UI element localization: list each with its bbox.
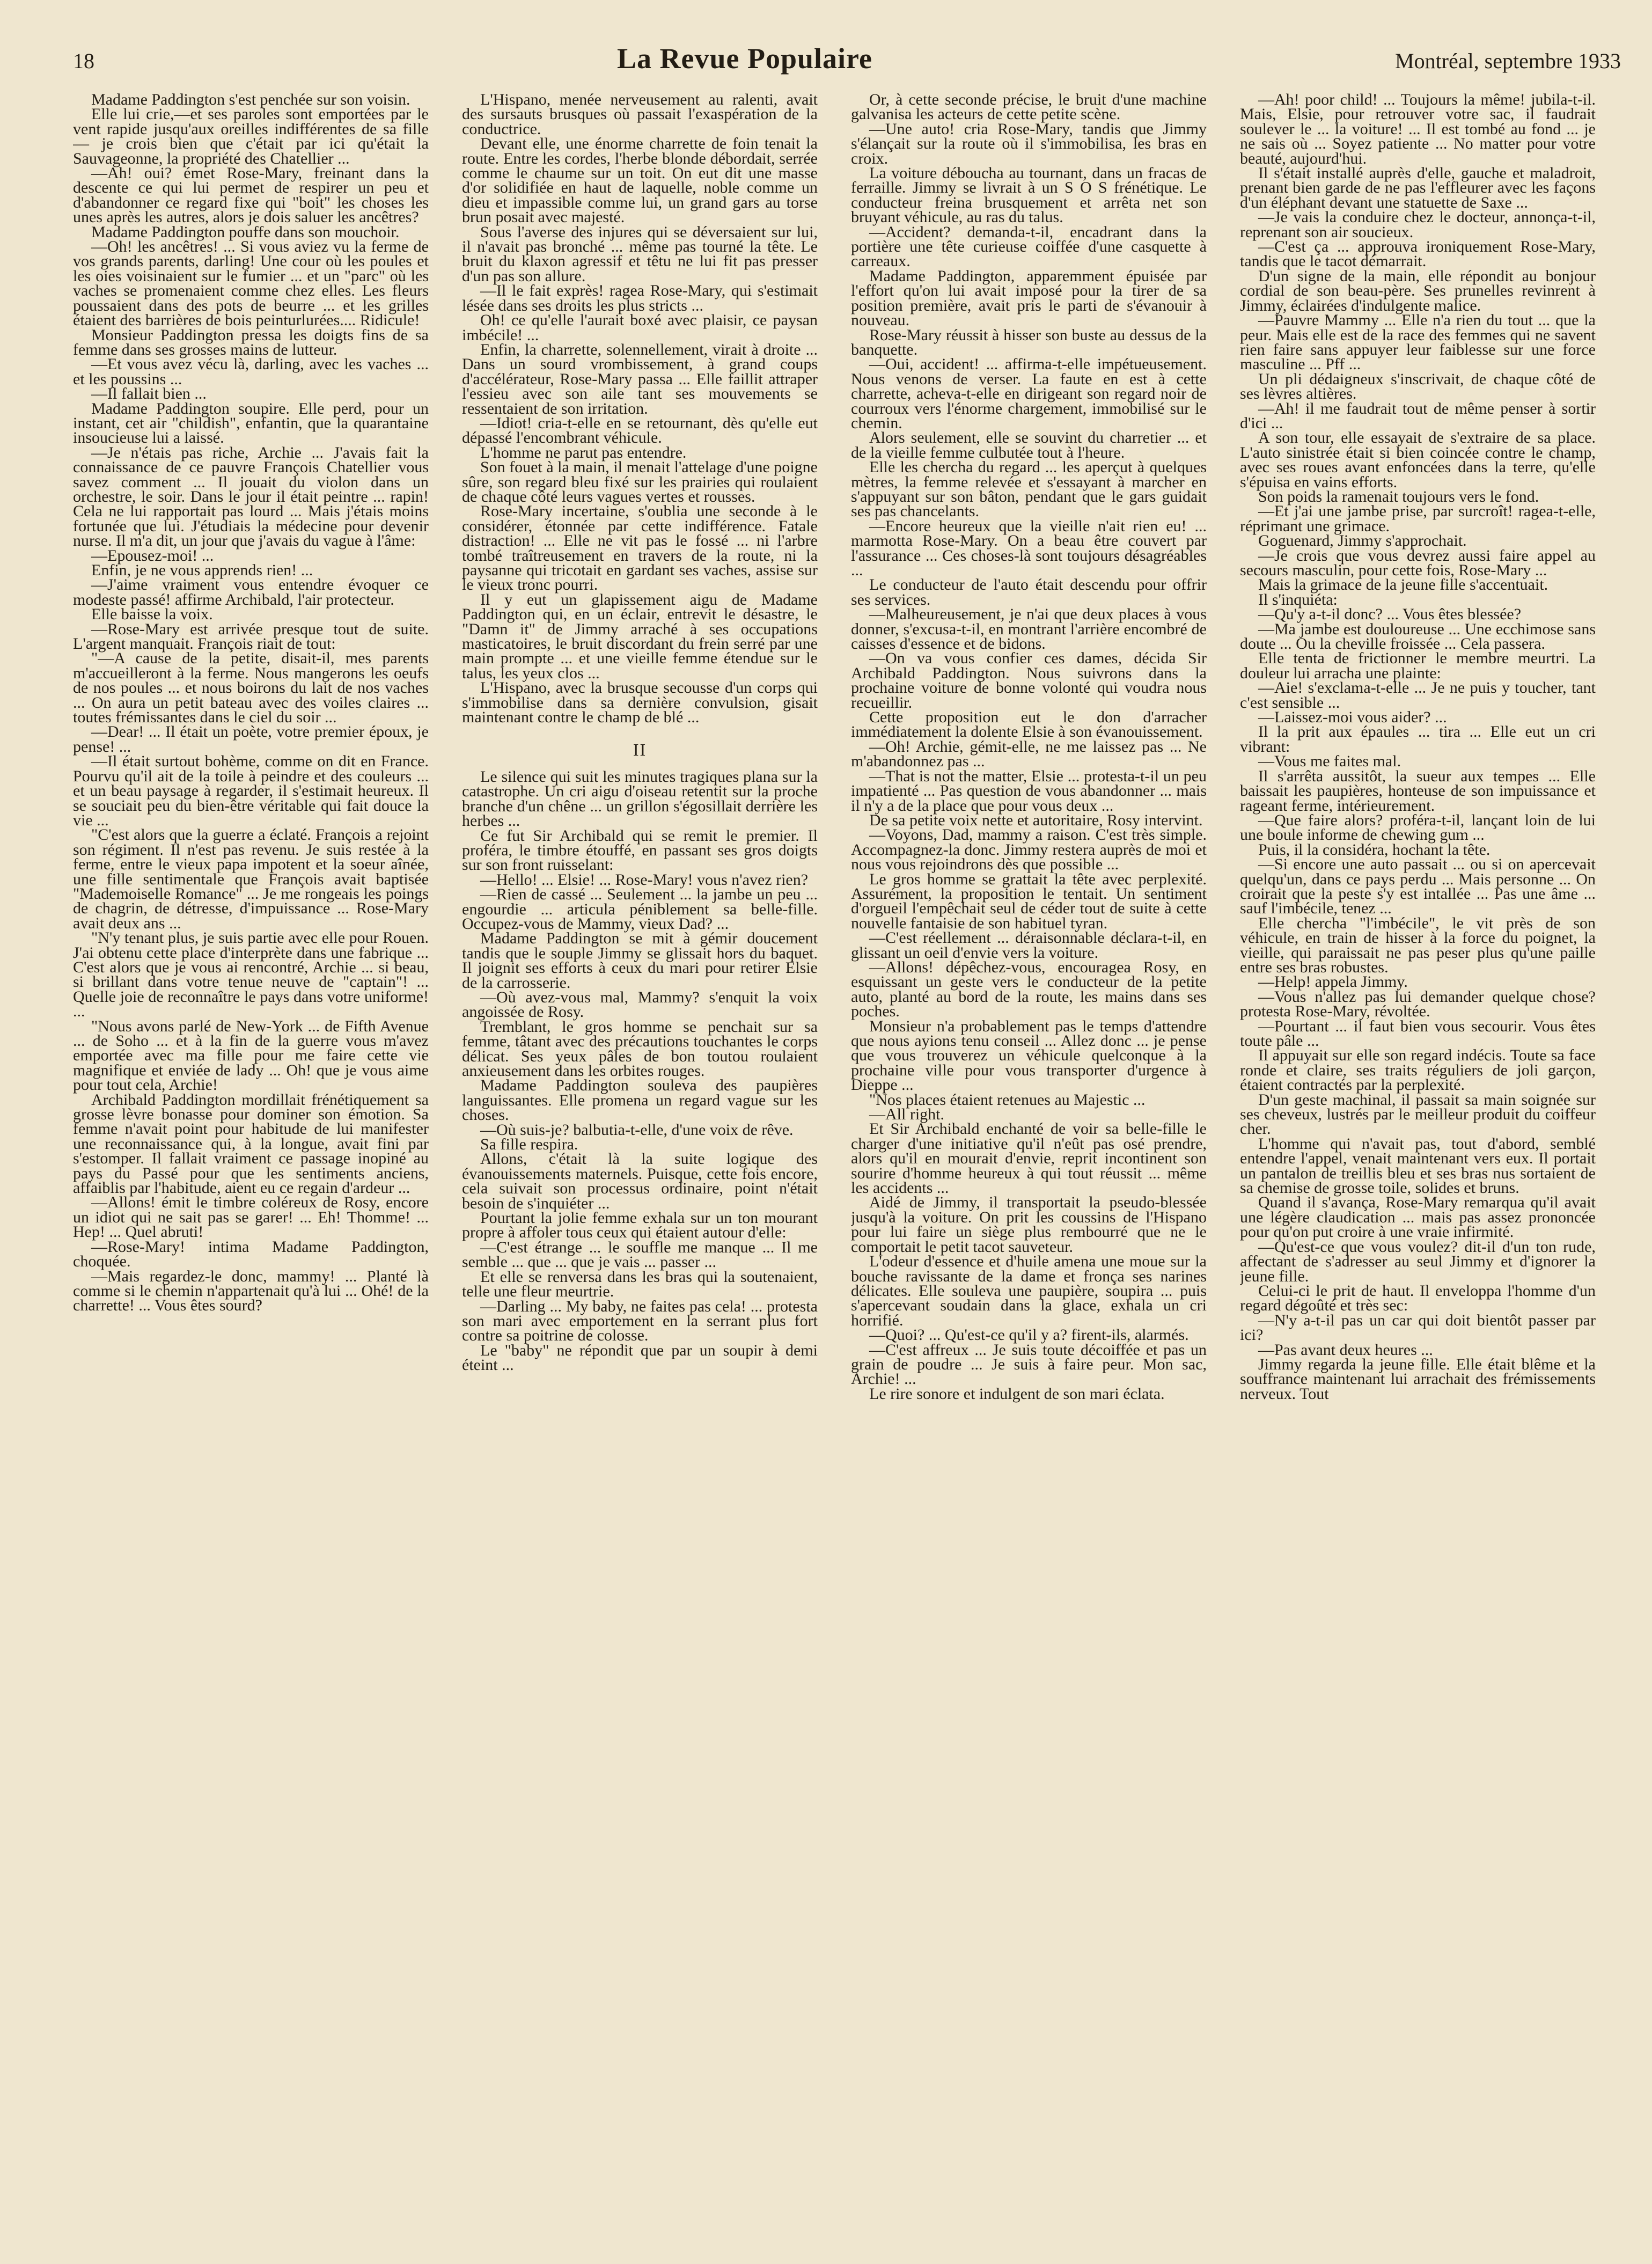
paragraph: Elle baisse la voix. [91,605,213,624]
paragraph: Goguenard, Jimmy s'approchait. [1258,532,1467,550]
paragraph: —Je crois que vous devrez aussi faire appel au secours masculin, pour cette fois, Rose-Mary ... [1240,546,1596,579]
paragraph: —Hello! ... Elsie! ... Rose-Mary! vous n'avez rien? [480,870,809,889]
paragraph: —Que faire alors? proféra-t-il, lançant loin de lui une boule informe de chewing gum ... [1240,811,1596,844]
paragraph: —Voyons, Dad, mammy a raison. C'est très simple. Accompagnez-la donc. Jimmy restera auprès de moi et nous vous rejoindrons dès que possible ... [851,826,1207,874]
paragraph: Puis, il la considéra, hochant la tête. [1258,840,1491,859]
paragraph: Il s'inquiéta: [1258,590,1338,609]
paragraph: —Et vous avez vécu là, darling, avec les vaches ... et les poussins ... [73,355,429,388]
paragraph: —Aie! s'exclama-t-elle ... Je ne puis y toucher, tant c'est sensible ... [1240,679,1596,712]
paragraph: L'homme qui n'avait pas, tout d'abord, semblé entendre l'appel, venait maintenant vers eux. Il portait un pantalon de treillis bleu et ses bras nus sortaient de sa chemise de grosse toile, solides et bruns. [1240,1134,1596,1197]
paragraph: Le conducteur de l'auto était descendu pour offrir ses services. [851,576,1207,609]
paragraph: "Nos places étaient retenues au Majestic ... [869,1090,1146,1109]
paragraph: —Laissez-moi vous aider? ... [1258,708,1447,727]
paragraph: Cette proposition eut le don d'arracher immédiatement la dolente Elsie à son évanouissement. [851,708,1207,741]
paragraph: Tremblant, le gros homme se penchait sur sa femme, tâtant avec des précautions touchantes le corps délicat. Ses yeux pâles de bon toutou roulaient anxieusement dans les orbites rouges. [462,1017,818,1080]
paragraph: —Une auto! cria Rose-Mary, tandis que Jimmy s'élançait sur la route où il s'immobilisa, les bras en croix. [851,120,1207,167]
paragraph: —Pauvre Mammy ... Elle n'a rien du tout ... que la peur. Mais elle est de la race des femmes qui ne savent rien faire sans appuyer leur faiblesse sur une force masculine ... Pff ... [1240,311,1596,373]
paragraph: Il y eut un glapissement aigu de Madame Paddington qui, en un éclair, entrevit le désastre, le "Damn it" de Jimmy arraché à ses occupations masticatoires, le bruit discordant du frein serré par une main prompte ... et une vieille femme étendue sur le talus, les yeux clos ... [462,590,818,682]
paragraph: —Et j'ai une jambe prise, par surcroît! ragea-t-elle, réprimant une grimace. [1240,502,1596,535]
paragraph: —Ah! il me faudrait tout de même penser à sortir d'ici ... [1240,399,1596,432]
paragraph: Sa fille respira. [480,1135,578,1154]
paragraph: —C'est affreux ... Je suis toute décoiffée et pas un grain de poudre ... Je suis à faire peur. Mon sac, Archie! ... [851,1340,1207,1388]
paragraph: —Encore heureux que la vieille n'ait rien eu! ... marmotta Rose-Mary. On a beau être couvert par l'assurance ... Ces choses-là sont toujours désagréables ... [851,517,1207,579]
paragraph: Enfin, la charrette, solennellement, virait à droite ... Dans un sourd vrombissement, à grand coups d'accélérateur, Rose-Mary passa ... Elle faillit attraper l'essieu avec son aile tant ses mouvements se ressentaient de son irritation. [462,340,818,417]
paragraph: —Rien de cassé ... Seulement ... la jambe un peu ... engourdie ... articula péniblement sa belle-fille. Occupez-vous de Mammy, vieux Dad? ... [462,885,818,933]
paragraph: Il s'arrêta aussitôt, la sueur aux tempes ... Elle baissait les paupières, honteuse de son impuissance et rageant ferme, intérieurement. [1240,767,1596,815]
publication-title: La Revue Populaire [617,42,872,75]
paragraph: Et elle se renversa dans les bras qui la soutenaient, telle une fleur meurtrie. [462,1267,818,1301]
paragraph: Mais la grimace de la jeune fille s'accentuait. [1258,576,1548,594]
paragraph: —Oh! Archie, gémit-elle, ne me laissez pas ... Ne m'abandonnez pas ... [851,737,1207,771]
paragraph: Il s'était installé auprès d'elle, gauche et maladroit, prenant bien garde de ne pas l'effleurer avec les façons d'un éléphant devant une statuette de Saxe ... [1240,164,1596,211]
paragraph: Elle chercha "l'imbécile", le vit près de son véhicule, en train de hisser à la force du poignet, la vieille, qui paraissait ne pas peser plus qu'une paille entre ses bras robustes. [1240,914,1596,976]
paragraph: Il appuyait sur elle son regard indécis. Toute sa face ronde et claire, ses traits réguliers de joli garçon, étaient contractés par la perplexité. [1240,1046,1596,1094]
paragraph: —Ma jambe est douloureuse ... Une ecchimose sans doute ... Ou la cheville froissée ... Cela passera. [1240,620,1596,653]
paragraph: Monsieur Paddington pressa les doigts fins de sa femme dans ses grosses mains de lutteur. [73,326,429,358]
paragraph: —J'aime vraiment vous entendre évoquer ce modeste passé! affirme Archibald, l'air protecteur. [73,576,429,609]
paragraph: —Epousez-moi! ... [91,546,214,565]
paragraph: Madame Paddington s'est penchée sur son voisin. [91,92,410,108]
paragraph: Quand il s'avança, Rose-Mary remarqua qu'il avait une légère claudication ... mais pas assez prononcée pour qu'on put croire à une vraie infirmité. [1240,1193,1596,1241]
column-1 [73,92,429,2217]
column-3 [851,92,1207,2217]
column-2 [462,92,818,2217]
paragraph: Et Sir Archibald enchanté de voir sa belle-fille le charger d'une initiative qu'il n'eût pas osé prendre, alors qu'il en mourait d'envie, reprit incontinent son sourire d'homme heureux à qui tout réussit ... même les accidents ... [851,1120,1207,1197]
paragraph: —C'est étrange ... le souffle me manque ... Il me semble ... que ... que je vais ... passer ... [462,1238,818,1271]
paragraph: Le "baby" ne répondit que par un soupir à demi éteint ... [462,1341,818,1374]
paragraph: Le silence qui suit les minutes tragiques plana sur la catastrophe. Un cri aigu d'oiseau retentit sur la proche branche d'un chêne ... un grillon s'égosillait derrière les herbes ... [462,767,818,830]
paragraph: Madame Paddington, apparemment épuisée par l'effort qu'on lui avait imposé pour la tirer de sa position première, avait pris le parti de s'évanouir à nouveau. [851,267,1207,329]
paragraph: —On va vous confier ces dames, décida Sir Archibald Paddington. Nous suivrons dans la prochaine voiture de bonne volonté qui voudra nous recueillir. [851,649,1207,712]
paragraph: —Ah! oui? émet Rose-Mary, freinant dans la descente ce qui lui permet de respirer un peu et d'abandonner ce regard fixe qui "boit" les choses les unes après les autres, alors je dois saluer les ancêtres? [73,164,429,226]
paragraph: Le rire sonore et indulgent de son mari éclata. [869,1384,1165,1403]
paragraph: "Nous avons parlé de New-York ... de Fifth Avenue ... de Soho ... et à la fin de la guerre vous m'avez emportée avec ma fille pour me faire cette vie magnifique et enviée de lady ... Oh! que je vous aime pour tout cela, Archie! [73,1017,429,1094]
paragraph: Sous l'averse des injures qui se déversaient sur lui, il n'avait pas bronché ... même pas tourné la tête. Le bruit du klaxon agressif et têtu ne lui fit pas presser d'un pas son allure. [462,223,818,285]
paragraph: —Ah! poor child! ... Toujours la même! jubila-t-il. Mais, Elsie, pour retrouver votre sac, il faudrait soulever le ... la voiture! ... Il est tombé au fond ... je ne sais où ... Soyez patiente ... No matter pour votre beauté, aujourd'hui. [1240,92,1596,167]
paragraph: Rose-Mary réussit à hisser son buste au dessus de la banquette. [851,326,1207,358]
column-4 [1240,92,1596,2217]
paragraph: —Accident? demanda-t-il, encadrant dans la portière une tête curieuse coiffée d'une casquette à carreaux. [851,223,1207,270]
paragraph: —Vous n'allez pas lui demander quelque chose? protesta Rose-Mary, révoltée. [1240,987,1596,1021]
paragraph: La voiture déboucha au tournant, dans un fracas de ferraille. Jimmy se livrait à un S O S frénétique. Le conducteur freina brusquement et arrêta net son bruyant véhicule, au ras du talus. [851,164,1207,226]
paragraph: A son tour, elle essayait de s'extraire de sa place. L'auto sinistrée était si bien coincée contre le champ, avec ses roues avant enfoncées dans la terre, qu'elle s'épuisa en vains efforts. [1240,429,1596,491]
paragraph: —Je vais la conduire chez le docteur, annonça-t-il, reprenant son air soucieux. [1240,208,1596,241]
dateline: Montréal, septembre 1933 [1395,49,1621,73]
paragraph: —Rose-Mary est arrivée presque tout de suite. L'argent manquait. François riait de tout: [73,620,429,653]
paragraph: Un pli dédaigneux s'inscrivait, de chaque côté de ses lèvres altières. [1240,370,1596,403]
paragraph: "N'y tenant plus, je suis partie avec elle pour Rouen. J'ai obtenu cette place d'interprète dans une fabrique ... C'est alors que je vous ai rencontré, Archie ... si beau, si brillant dans votre tenue neuve de "captain"! ... Quelle joie de reconnaître le pays dans votre uniforme! ... [73,929,429,1021]
paragraph: —Où suis-je? balbutia-t-elle, d'une voix de rêve. [480,1120,794,1139]
masthead [73,42,1621,82]
paragraph: L'Hispano, menée nerveusement au ralenti, avait des sursauts brusques où passait l'exaspération de la conductrice. [462,92,818,138]
paragraph: Il la prit aux épaules ... tira ... Elle eut un cri vibrant: [1240,723,1596,756]
paragraph: —Allons! émit le timbre coléreux de Rosy, encore un idiot qui ne sait pas se garer! ... Eh! Thomme! ... Hep! ... Quel abruti! [73,1193,429,1241]
paragraph: —Il fallait bien ... [91,385,207,403]
paragraph: —C'est ça ... approuva ironiquement Rose-Mary, tandis que le tacot démarrait. [1240,238,1596,270]
paragraph: —Dear! ... Il était un poète, votre premier époux, je pense! ... [73,723,429,756]
paragraph: Elle tenta de frictionner le membre meurtri. La douleur lui arracha une plainte: [1240,649,1596,682]
paragraph: —Malheureusement, je n'ai que deux places à vous donner, s'excusa-t-il, en montrant l'arrière encombré de caisses d'essence et de bidons. [851,605,1207,653]
paragraph: D'un signe de la main, elle répondit au bonjour cordial de son beau-père. Ses prunelles revinrent à Jimmy, éclairées d'indulgente malice. [1240,267,1596,314]
paragraph: Madame Paddington se mit à gémir doucement tandis que le souple Jimmy se glissait hors du baquet. Il joignit ses efforts à ceux du mari pour retirer Elsie de la carrosserie. [462,929,818,992]
paragraph: Madame Paddington soupire. Elle perd, pour un instant, cet air "childish", enfantin, que la quarantaine insoucieuse lui a laissé. [73,399,429,447]
paragraph: Archibald Paddington mordillait frénétiquement sa grosse lèvre bonasse pour dominer son émotion. Sa femme n'avait point pour habitude de lui manifester une reconnaissance qui, à la longue, avait fini par s'estomper. Il fallait vraiment ce passage inopiné au pays du Passé pour que les sentiments anciens, affaiblis par l'habitude, aient eu ce regain d'ardeur ... [73,1090,429,1197]
paragraph: Aidé de Jimmy, il transportait la pseudo-blessée jusqu'à la voiture. On prit les coussins de l'Hispano pour lui faire un siège plus rembourré que ne le comportait le petit tacot sauveteur. [851,1193,1207,1256]
paragraph: —N'y a-t-il pas un car qui doit bientôt passer par ici? [1240,1311,1596,1344]
section-heading: II [633,740,647,760]
paragraph: —That is not the matter, Elsie ... protesta-t-il un peu impatienté ... Pas question de vous abandonner ... mais il n'y a de la place que pour vous deux ... [851,767,1207,815]
paragraph: Son poids la ramenait toujours vers le fond. [1258,487,1539,505]
paragraph: —Oui, accident! ... affirma-t-elle impétueusement. Nous venons de verser. La faute en est à cette charrette, acheva-t-elle en dirigeant son regard noir de courroux vers l'énorme chargement, immobilisé sur le chemin. [851,355,1207,432]
paragraph: Elle lui crie,—et ses paroles sont emportées par le vent rapide jusqu'aux oreilles indifférentes de sa fille — je crois bien que c'était par ici qu'était la Sauvageonne, la propriété des Chatellier ... [73,105,429,167]
paragraph: L'Hispano, avec la brusque secousse d'un corps qui s'immobilise dans sa dernière convulsion, gisait maintenant contre le champ de blé ... [462,679,818,727]
paragraph: Le gros homme se grattait la tête avec perplexité. Assurément, la proposition le tentait. Un sentiment d'orgueil l'empêchait seul de céder tout de suite à cette nouvelle fantaisie de son habituel tyran. [851,870,1207,932]
paragraph: —Oh! les ancêtres! ... Si vous aviez vu la ferme de vos grands parents, darling! Une cour où les poules et les oies voisinaient sur le fumier ... et un "parc" où les vaches se promenaient comme chez elles. Les fleurs poussaient dans des pots de beurre ... et les grilles étaient des barrières de bois peinturlurées.... Ridicule! [73,238,429,329]
paragraph: Madame Paddington souleva des paupières languissantes. Elle promena un regard vague sur les choses. [462,1076,818,1124]
paragraph: Enfin, je ne vous apprends rien! ... [91,561,313,579]
paragraph: —Il était surtout bohème, comme on dit en France. Pourvu qu'il ait de la toile à peindre et des couleurs ... et un beau paysage à regarder, il s'estimait heureux. Il se souciait peu du bien-être véritable qui fait douce la vie ... [73,752,429,829]
page-number: 18 [73,49,94,73]
paragraph: "—A cause de la petite, disait-il, mes parents m'accueilleront à la ferme. Nous mangerons les oeufs de nos poules ... et nous boirons du lait de nos vaches ... On aura un petit bateau avec des voiles claires ... toutes frémissantes dans le ciel du soir ... [73,649,429,727]
paragraph: —Pas avant deux heures ... [1258,1340,1433,1359]
paragraph: —Pourtant ... il faut bien vous secourir. Vous êtes toute pâle ... [1240,1017,1596,1050]
paragraph: De sa petite voix nette et autoritaire, Rosy intervint. [869,811,1203,829]
paragraph: —C'est réellement ... déraisonnable déclara-t-il, en glissant un oeil d'envie vers la voiture. [851,929,1207,962]
paragraph: —Je n'étais pas riche, Archie ... J'avais fait la connaissance de ce pauvre François Chatellier vous savez comment ... Il jouait du violon dans un orchestre, le soir. Dans le jour il était peintre ... rapin! Cela ne lui rapportait pas lourd ... Mais j'étais moins fortunée que lui. J'étudiais la médecine pour devenir nurse. Il m'a dit, un jour que j'avais du vague à l'âme: [73,443,429,550]
paragraph: "C'est alors que la guerre a éclaté. François a rejoint son régiment. Il n'est pas revenu. Je suis restée à la ferme, entre le vieux papa impotent et la soeur aînée, une fille sentimentale que François avait baptisée "Mademoiselle Romance" ... Je me rongeais les poings de chagrin, de détresse, d'impuissance ... Rose-Mary avait deux ans ... [73,826,429,932]
paragraph: Monsieur n'a probablement pas le temps d'attendre que nous ayions tenu conseil ... Allez donc ... je pense que vous trouverez un véhicule quelconque à la prochaine ville pour vous transporter d'urgence à Dieppe ... [851,1017,1207,1094]
paragraph: Rose-Mary incertaine, s'oublia une seconde à le considérer, étonnée par cette indifférence. Fatale distraction! ... Elle ne vit pas le fossé ... ni l'arbre tombé traîtreusement en travers de la route, ni la paysanne qui tricotait en gardant ses vaches, assise sur le vieux tronc pourri. [462,502,818,594]
paragraph: —Mais regardez-le donc, mammy! ... Planté là comme si le chemin n'appartenait qu'à lui ... Ohé! de la charrette! ... Vous êtes sourd? [73,1267,429,1315]
paragraph: —Darling ... My baby, ne faites pas cela! ... protesta son mari avec emportement en la serrant plus fort contre sa poitrine de colosse. [462,1297,818,1345]
paragraph: —Il le fait exprès! ragea Rose-Mary, qui s'estimait lésée dans ses droits les plus stricts ... [462,282,818,314]
paragraph: Jimmy regarda la jeune fille. Elle était blême et la souffrance maintenant lui arrachait des frémissements nerveux. Tout [1240,1355,1596,1403]
paragraph: —Quoi? ... Qu'est-ce qu'il y a? firent-ils, alarmés. [869,1326,1189,1344]
paragraph: —Rose-Mary! intima Madame Paddington, choquée. [73,1237,429,1271]
paragraph: —All right. [869,1105,944,1124]
paragraph: L'homme ne parut pas entendre. [480,443,687,461]
paragraph: —Si encore une auto passait ... ou si on apercevait quelqu'un, dans ce pays perdu ... Mais personne ... On croirait que la peste s'y est intallée ... Pas une âme ... sauf l'imbécile, tenez ... [1240,855,1596,918]
paragraph: Devant elle, une énorme charrette de foin tenait la route. Entre les cordes, l'herbe blonde débordait, serrée comme le chaume sur un toit. On eut dit une masse d'or solidifiée en haut de laquelle, noble comme un dieu et impassible comme lui, un grand gars au torse brun posait avec majesté. [462,135,818,226]
paragraph: —Qu'est-ce que vous voulez? dit-il d'un ton rude, affectant de s'adresser au seul Jimmy et d'ignorer la jeune fille. [1240,1237,1596,1285]
paragraph: L'odeur d'essence et d'huile amena une moue sur la bouche ravissante de la dame et fronça ses narines délicates. Elle souleva une paupière, soupira ... puis s'apercevant soudain dans la glace, exhala un cri horrifié. [851,1252,1207,1329]
paragraph: D'un geste machinal, il passait sa main soignée sur ses cheveux, lustrés par le meilleur produit du coiffeur cher. [1240,1090,1596,1138]
paragraph: —Où avez-vous mal, Mammy? s'enquit la voix angoissée de Rosy. [462,988,818,1021]
paragraph: —Vous me faites mal. [1258,752,1401,771]
paragraph: Celui-ci le prit de haut. Il enveloppa l'homme d'un regard dégoûté et très sec: [1240,1281,1596,1315]
paragraph: Oh! ce qu'elle l'aurait boxé avec plaisir, ce paysan imbécile! ... [462,311,818,344]
paragraph: Or, à cette seconde précise, le bruit d'une machine galvanisa les acteurs de cette petite scène. [851,92,1207,123]
paragraph: Madame Paddington pouffe dans son mouchoir. [91,223,400,241]
paragraph: —Allons! dépêchez-vous, encouragea Rosy, en esquissant un geste vers le conducteur de la petite auto, planté au bord de la route, les mains dans ses poches. [851,958,1207,1021]
paragraph: —Idiot! cria-t-elle en se retournant, dès qu'elle eut dépassé l'encombrant véhicule. [462,414,818,447]
paragraph: Pourtant la jolie femme exhala sur un ton mourant propre à affoler tous ceux qui étaient autour d'elle: [462,1209,818,1242]
paragraph: Alors seulement, elle se souvint du charretier ... et de la vieille femme culbutée tout à l'heure. [851,429,1207,461]
paragraph: Allons, c'était là la suite logique des évanouissements maternels. Puisque, cette fois encore, cela suivait son processus ordinaire, point n'était besoin de s'inquiéter ... [462,1150,818,1212]
paragraph: —Help! appela Jimmy. [1258,973,1408,991]
paragraph: Ce fut Sir Archibald qui se remit le premier. Il proféra, le timbre étouffé, en passant ses gros doigts sur son front ruisselant: [462,826,818,874]
paragraph: —Qu'y a-t-il donc? ... Vous êtes blessée? [1258,605,1522,624]
paragraph: Elle les chercha du regard ... les aperçut à quelques mètres, la femme relevée et s'essayant à marcher en s'appuyant sur son bâton, pendant que le gars guidait ses pas chancelants. [851,458,1207,521]
article-columns [73,92,1621,2217]
paragraph: Son fouet à la main, il menait l'attelage d'une poigne sûre, son regard bleu fixé sur les prairies qui roulaient de chaque côté leurs vagues vertes et rousses. [462,458,818,505]
